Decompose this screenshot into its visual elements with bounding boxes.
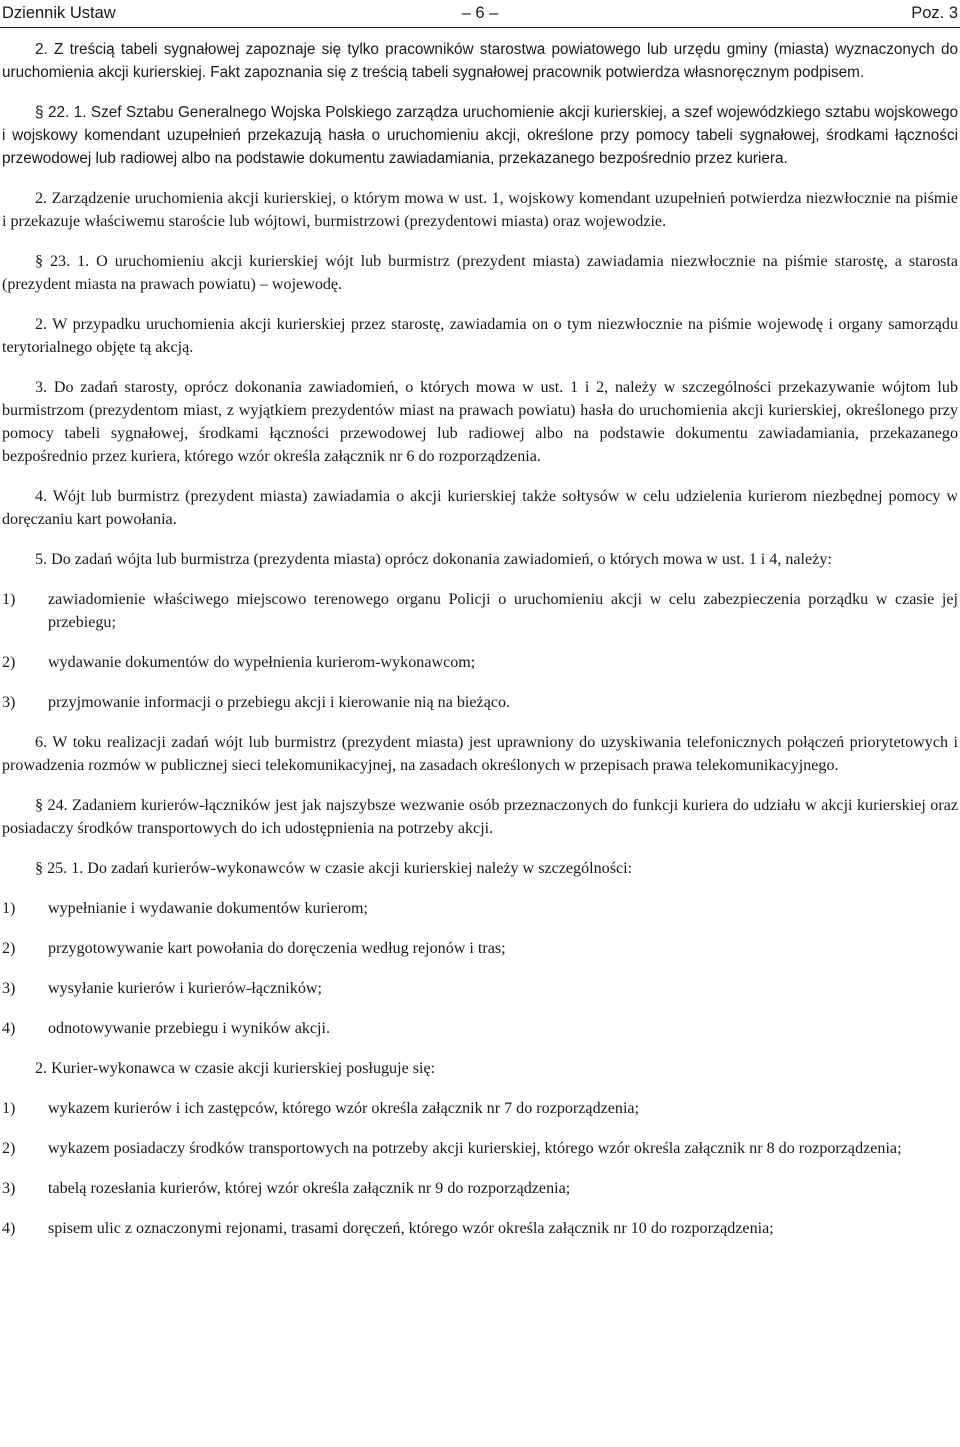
- list-item: [2, 1177, 958, 1200]
- page-number: – 6 –: [461, 4, 499, 22]
- document-body: [2, 38, 958, 1257]
- list-item-number: 2): [2, 654, 16, 671]
- paragraph-22-2: 2. Zarządzenie uruchomienia akcji kurierskiej, o którym mowa w ust. 1, wojskowy komendant uzupełnień potwierdza niezwłocznie na piśmie i przekazuje właściwemu staroście lub wójtowi, burmistrzowi (prezydentowi miasta) oraz wojewodzie.: [2, 190, 958, 230]
- paragraph-24: § 24. Zadaniem kurierów-łączników jest jak najszybsze wezwanie osób przeznaczonych do funkcji kuriera do udziału w akcji kurierskiej oraz posiadaczy środków transportowych do ich udostępnienia na potrzeby akcji.: [2, 797, 958, 837]
- list-item-text: odnotowywanie przebiegu i wyników akcji.: [48, 1020, 331, 1037]
- list-item-text: wypełnianie i wydawanie dokumentów kurierom;: [48, 900, 369, 917]
- list-item-number: 4): [2, 1220, 16, 1237]
- page-header: [0, 0, 960, 26]
- list-item: [2, 977, 958, 1000]
- list-item: [2, 588, 958, 634]
- position-number: Poz. 3: [911, 4, 958, 22]
- header-divider: [0, 27, 960, 28]
- list-item-number: 1): [2, 900, 16, 917]
- list-item: [2, 1217, 958, 1240]
- paragraph-23-4: 4. Wójt lub burmistrz (prezydent miasta) zawiadamia o akcji kurierskiej także sołtysów w celu udzielenia kurierom niezbędnej pomocy w doręczaniu kart powołania.: [2, 488, 958, 528]
- list-item-number: 2): [2, 940, 16, 957]
- list-item-text: tabelą rozesłania kurierów, której wzór określa załącznik nr 9 do rozporządzenia;: [48, 1180, 571, 1197]
- list-item-text: przygotowywanie kart powołania do doręczenia według rejonów i tras;: [48, 940, 506, 957]
- paragraph-23-3: 3. Do zadań starosty, oprócz dokonania zawiadomień, o których mowa w ust. 1 i 2, należy w szczególności przekazywanie wójtom lub burmistrzom (prezydentom miast, z wyjątkiem prezydentów miast na prawach powiatu) hasła do uruchomienia akcji kurierskiej, określonego przy pomocy tabeli sygnałowej, środkami łączności przewodowej lub radiowej albo na podstawie dokumentu zawiadamiania, przekazanego bezpośrednio przez kuriera, którego wzór określa załącznik nr 6 do rozporządzenia.: [2, 379, 958, 465]
- publication-title: Dziennik Ustaw: [2, 4, 116, 22]
- list-item-text: wykazem kurierów i ich zastępców, którego wzór określa załącznik nr 7 do rozporządzenia;: [48, 1100, 640, 1117]
- list-item: [2, 691, 958, 714]
- paragraph-25-2: 2. Kurier-wykonawca w czasie akcji kurierskiej posługuje się:: [35, 1060, 436, 1077]
- list-item-number: 1): [2, 1100, 16, 1117]
- list-item: [2, 1137, 958, 1160]
- paragraph-23-6: 6. W toku realizacji zadań wójt lub burmistrz (prezydent miasta) jest uprawniony do uzyskiwania telefonicznych połączeń priorytetowych i prowadzenia rozmów w publicznej sieci telekomunikacyjnej, na zasadach określonych w przepisach prawa telekomunikacyjnego.: [2, 734, 958, 774]
- list-item: [2, 1017, 958, 1040]
- list-item-number: 3): [2, 1180, 16, 1197]
- list-item: [2, 651, 958, 674]
- list-item-number: 2): [2, 1140, 16, 1157]
- list-item-text: zawiadomienie właściwego miejscowo terenowego organu Policji o uruchomieniu akcji w celu zabezpieczenia porządku w czasie jej przebiegu;: [48, 591, 958, 631]
- list-item: [2, 897, 958, 920]
- list-item-number: 1): [2, 591, 16, 608]
- list-item-text: wysyłanie kurierów i kurierów-łączników;: [48, 980, 322, 997]
- list-item-text: wykazem posiadaczy środków transportowych na potrzeby akcji kurierskiej, którego wzór określa załącznik nr 8 do rozporządzenia;: [48, 1140, 902, 1157]
- paragraph-22-1: § 22. 1. Szef Sztabu Generalnego Wojska Polskiego zarządza uruchomienie akcji kurierskiej, a szef wojewódzkiego sztabu wojskowego i wojskowy komendant uzupełnień przekazują hasła o uruchomieniu akcji, określone przy pomocy tabeli sygnałowej, środkami łączności przewodowej lub radiowej albo na podstawie dokumentu zawiadamiania, przekazanego bezpośrednio przez kuriera.: [2, 104, 958, 167]
- list-item: [2, 1097, 958, 1120]
- list-item-text: wydawanie dokumentów do wypełnienia kurierom-wykonawcom;: [48, 654, 476, 671]
- paragraph-23-5: 5. Do zadań wójta lub burmistrza (prezydenta miasta) oprócz dokonania zawiadomień, o których mowa w ust. 1 i 4, należy:: [35, 551, 832, 568]
- paragraph-23-2: 2. W przypadku uruchomienia akcji kurierskiej przez starostę, zawiadamia on o tym niezwłocznie na piśmie wojewodę i organy samorządu terytorialnego objęte tą akcją.: [2, 316, 958, 356]
- list-item: [2, 937, 958, 960]
- list-item-number: 4): [2, 1020, 16, 1037]
- paragraph-25-1: § 25. 1. Do zadań kurierów-wykonawców w czasie akcji kurierskiej należy w szczególności:: [35, 860, 633, 877]
- paragraph-21-2: 2. Z treścią tabeli sygnałowej zapoznaje się tylko pracowników starostwa powiatowego lub urzędu gminy (miasta) wyznaczonych do uruchomienia akcji kurierskiej. Fakt zapoznania się z treścią tabeli sygnałowej pracownik potwierdza własnoręcznym podpisem.: [2, 41, 958, 81]
- paragraph-23-1: § 23. 1. O uruchomieniu akcji kurierskiej wójt lub burmistrz (prezydent miasta) zawiadamia niezwłocznie na piśmie starostę, a starosta (prezydent miasta na prawach powiatu) – wojewodę.: [2, 253, 958, 293]
- list-item-number: 3): [2, 980, 16, 997]
- list-item-number: 3): [2, 694, 16, 711]
- list-item-text: przyjmowanie informacji o przebiegu akcji i kierowanie nią na bieżąco.: [48, 694, 511, 711]
- list-item-text: spisem ulic z oznaczonymi rejonami, trasami doręczeń, którego wzór określa załącznik nr 10 do rozporządzenia;: [48, 1220, 774, 1237]
